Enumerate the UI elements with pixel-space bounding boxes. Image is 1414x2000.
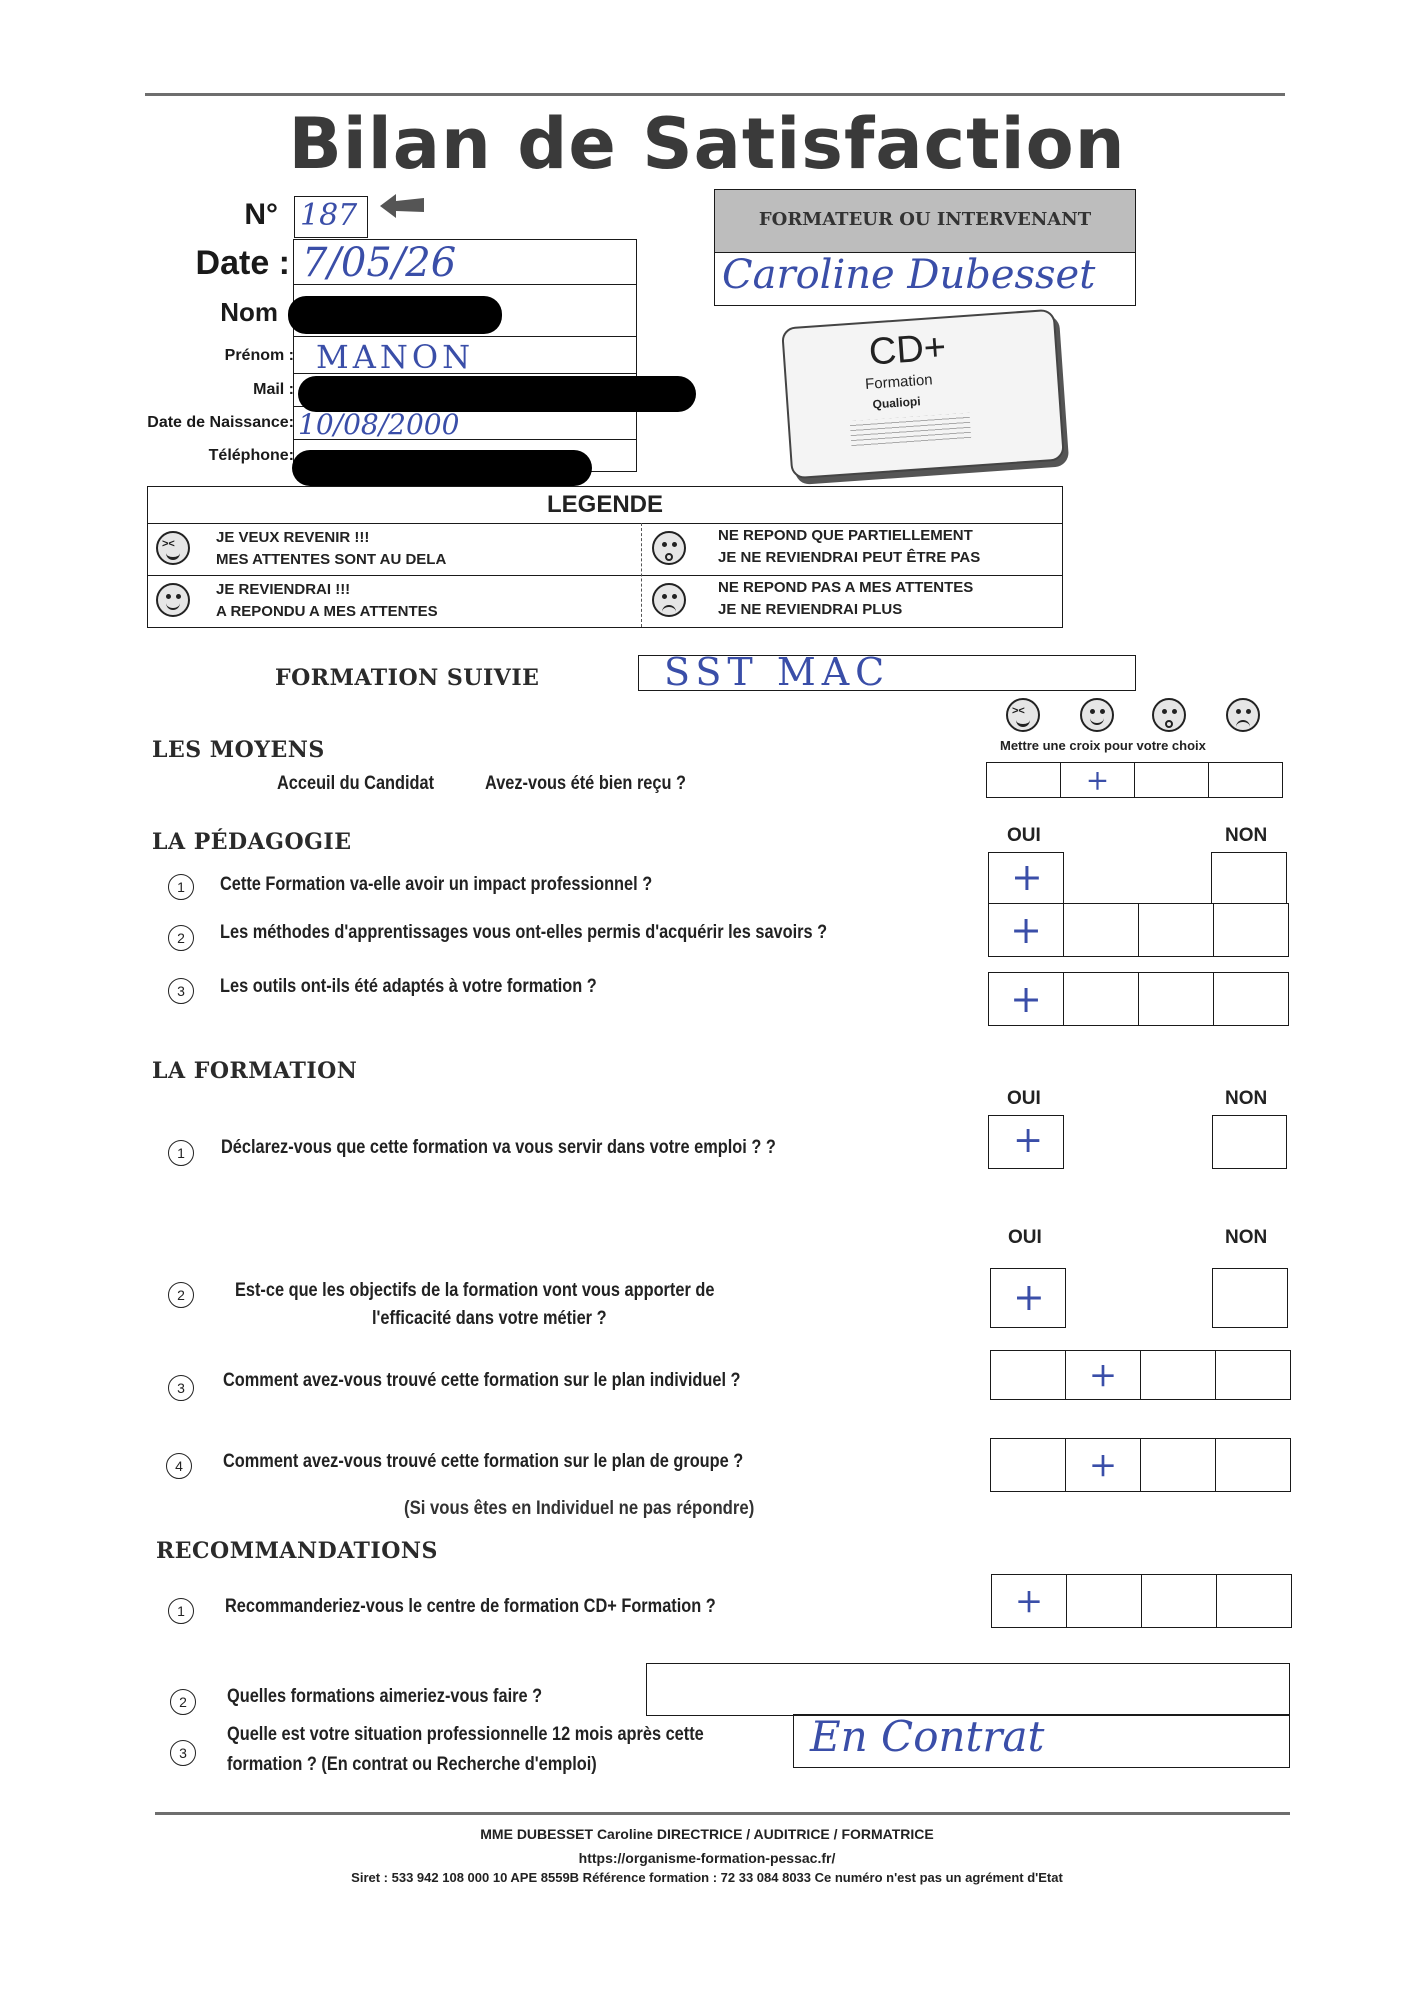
legend-item-1-line2: MES ATTENTES SONT AU DELA [216,551,447,568]
choice-cell-checked[interactable] [992,1575,1067,1627]
logo-fine-print [850,413,972,449]
choice-cell[interactable] [1067,1575,1142,1627]
legend-item-1-line1: JE VEUX REVENIR !!! [216,529,370,546]
date-value: 7/05/26 [302,240,457,286]
checkmark: + [1010,908,1042,952]
question-number: 4 [166,1453,192,1479]
choice-cell-checked[interactable] [989,904,1064,956]
choice-cell[interactable] [1064,904,1139,956]
formation-q1-oui[interactable] [988,1115,1064,1169]
pedagogie-q2-row [988,903,1289,957]
choice-cell-checked[interactable] [989,973,1064,1025]
moyens-title: LES MOYENS [152,737,325,763]
formation-oui-2: OUI [1008,1227,1042,1248]
question-number: 1 [168,1598,194,1624]
formation-suivie-value: SST MAC [664,650,891,694]
pedagogie-question-1: Cette Formation va-elle avoir un impact professionnel ? [220,874,653,895]
checkmark: + [1013,1120,1044,1161]
prenom-label: Prénom : [224,347,294,364]
footer-line-1: MME DUBESSET Caroline DIRECTRICE / AUDITRICE / FORMATRICE [480,1826,934,1842]
choice-cell[interactable] [1141,1439,1216,1491]
question-number: 3 [168,978,194,1004]
recommandations-question-3-line2: formation ? (En contrat ou Recherche d'emploi) [227,1754,597,1775]
logo-subtext: Formation [864,371,934,393]
happy-face-icon [156,583,190,617]
arrow-icon [378,192,428,220]
legend-item-1 [216,527,446,571]
legend-item-3-line1: JE REVIENDRAI !!! [216,581,351,598]
checkmark: + [1013,1275,1045,1319]
pedagogie-question-2: Les méthodes d'apprentissages vous ont-elles permis d'acquérir les savoirs ? [220,922,828,943]
nom-label: Nom [220,297,278,327]
legend-item-4-line2: JE NE REVIENDRAI PLUS [718,601,903,618]
legend-item-2 [718,525,980,569]
choice-cell[interactable] [991,1439,1066,1491]
formation-title: LA FORMATION [152,1058,358,1084]
naissance-label: Date de Naissance: [147,414,294,431]
number-value: 187 [300,198,358,233]
recommandations-question-1: Recommanderiez-vous le centre de formation CD+ Formation ? [225,1596,716,1617]
pedagogie-question-3: Les outils ont-ils été adaptés à votre formation ? [220,976,597,997]
legend-item-3-line2: A REPONDU A MES ATTENTES [216,603,438,620]
footer-line-2: https://organisme-formation-pessac.fr/ [578,1850,836,1866]
formation-oui: OUI [1007,1088,1041,1109]
formation-note: (Si vous êtes en Individuel ne pas répondre) [404,1498,755,1519]
recommandations-question-2: Quelles formations aimeriez-vous faire ? [227,1686,543,1707]
choice-cell[interactable] [1142,1575,1217,1627]
choice-cell[interactable] [1209,763,1282,797]
formation-non-2: NON [1225,1227,1268,1248]
very-happy-face-icon: >< [1006,698,1040,732]
question-number: 1 [168,1140,194,1166]
question-number: 3 [168,1375,194,1401]
checkmark: + [1085,763,1110,797]
checkmark: + [1088,1355,1118,1395]
pedagogie-title: LA PÉDAGOGIE [152,829,352,855]
footer-rule [155,1812,1290,1815]
legend-title: LEGENDE [546,491,663,518]
checkmark: + [1014,1581,1044,1621]
choice-cell[interactable] [987,763,1061,797]
moyens-item: Acceuil du Candidat [277,773,435,794]
formation-q3-row [990,1350,1291,1400]
checkmark: + [1010,977,1042,1021]
legend-item-3 [216,579,438,623]
choice-cell[interactable] [991,1351,1066,1399]
question-number: 2 [168,925,194,951]
neutral-face-icon [652,531,686,565]
choice-cell[interactable] [1214,973,1288,1025]
recommandations-title: RECOMMANDATIONS [156,1538,438,1564]
formation-question-4: Comment avez-vous trouvé cette formation sur le plan de groupe ? [223,1451,744,1472]
recommandations-question-3-line1: Quelle est votre situation professionnelle 12 mois après cette [227,1724,704,1745]
prenom-value: MANON [316,338,475,376]
formation-question-3: Comment avez-vous trouvé cette formation sur le plan individuel ? [223,1370,741,1391]
formations-wish-field[interactable] [646,1663,1290,1716]
naissance-value: 10/08/2000 [298,408,460,441]
choice-cell[interactable] [1139,904,1214,956]
cd-plus-logo [781,309,1065,480]
formateur-value: Caroline Dubesset [722,252,1096,298]
mail-label: Mail : [253,381,294,398]
choice-cell[interactable] [1216,1351,1290,1399]
moyens-choice-row [986,762,1283,798]
choice-cell-checked[interactable] [1066,1439,1141,1491]
question-number: 2 [170,1689,196,1715]
choice-hint: Mettre une croix pour votre choix [1000,738,1206,753]
formateur-header [714,189,1136,253]
choice-cell[interactable] [1214,904,1288,956]
legend-item-4-line1: NE REPOND PAS A MES ATTENTES [718,579,974,596]
neutral-face-icon [1152,698,1186,732]
choice-cell[interactable] [1064,973,1139,1025]
recommandations-q1-row [991,1574,1292,1628]
formation-q2-oui[interactable] [990,1268,1066,1328]
formation-question-2-line1: Est-ce que les objectifs de la formation vont vous apporter de [235,1280,715,1301]
choice-cell-checked[interactable] [1066,1351,1141,1399]
formation-suivie-label: FORMATION SUIVIE [275,665,540,691]
date-label: Date : [195,244,290,282]
situation-answer: En Contrat [810,1712,1045,1761]
telephone-label: Téléphone: [208,447,294,464]
moyens-question: Avez-vous été bien reçu ? [485,773,686,794]
top-rule [145,93,1285,96]
pedagogie-q1-oui[interactable] [988,852,1064,904]
legend-item-4 [718,577,973,621]
question-number: 1 [168,874,194,900]
pedagogie-oui: OUI [1007,825,1041,846]
number-label: N° [244,198,278,231]
choice-cell[interactable] [1139,973,1214,1025]
legend-box [147,486,1063,628]
very-happy-face-icon: >< [156,531,190,565]
formation-non: NON [1225,1088,1268,1109]
question-number: 3 [170,1740,196,1766]
formateur-label: FORMATEUR OU INTERVENANT [758,209,1092,230]
formation-q2-non[interactable] [1212,1268,1288,1328]
legend-item-2-line2: JE NE REVIENDRAI PEUT ÊTRE PAS [718,549,981,566]
choice-cell[interactable] [1141,1351,1216,1399]
legend-item-2-line1: NE REPOND QUE PARTIELLEMENT [718,527,973,544]
question-number: 2 [168,1282,194,1308]
page-title: Bilan de Satisfaction [288,103,1126,185]
checkmark: + [1011,855,1043,899]
formation-q4-row [990,1438,1291,1492]
formation-q1-non[interactable] [1212,1115,1287,1169]
pedagogie-q1-non[interactable] [1211,852,1287,904]
pedagogie-q3-row [988,972,1289,1026]
redaction-mail [298,376,696,412]
formation-question-1: Déclarez-vous que cette formation va vous servir dans votre emploi ? ? [221,1137,776,1158]
choice-cell[interactable] [1216,1439,1290,1491]
redaction-nom [288,296,502,334]
happy-face-icon [1080,698,1114,732]
checkmark: + [1088,1445,1118,1485]
pedagogie-non: NON [1225,825,1268,846]
formation-question-2-line2: l'efficacité dans votre métier ? [372,1308,607,1329]
angry-face-icon [1226,698,1260,732]
qualiopi-badge: Qualiopi [872,394,921,412]
angry-face-icon [652,583,686,617]
choice-cell[interactable] [1135,763,1209,797]
redaction-telephone [292,450,592,486]
choice-cell[interactable] [1217,1575,1291,1627]
choice-cell-checked[interactable] [1061,763,1135,797]
footer-line-3: Siret : 533 942 108 000 10 APE 8559B Référence formation : 72 33 084 8033 Ce numéro n'est pas un agrément d'Etat [351,1870,1063,1885]
logo-text: CD+ [867,326,948,374]
